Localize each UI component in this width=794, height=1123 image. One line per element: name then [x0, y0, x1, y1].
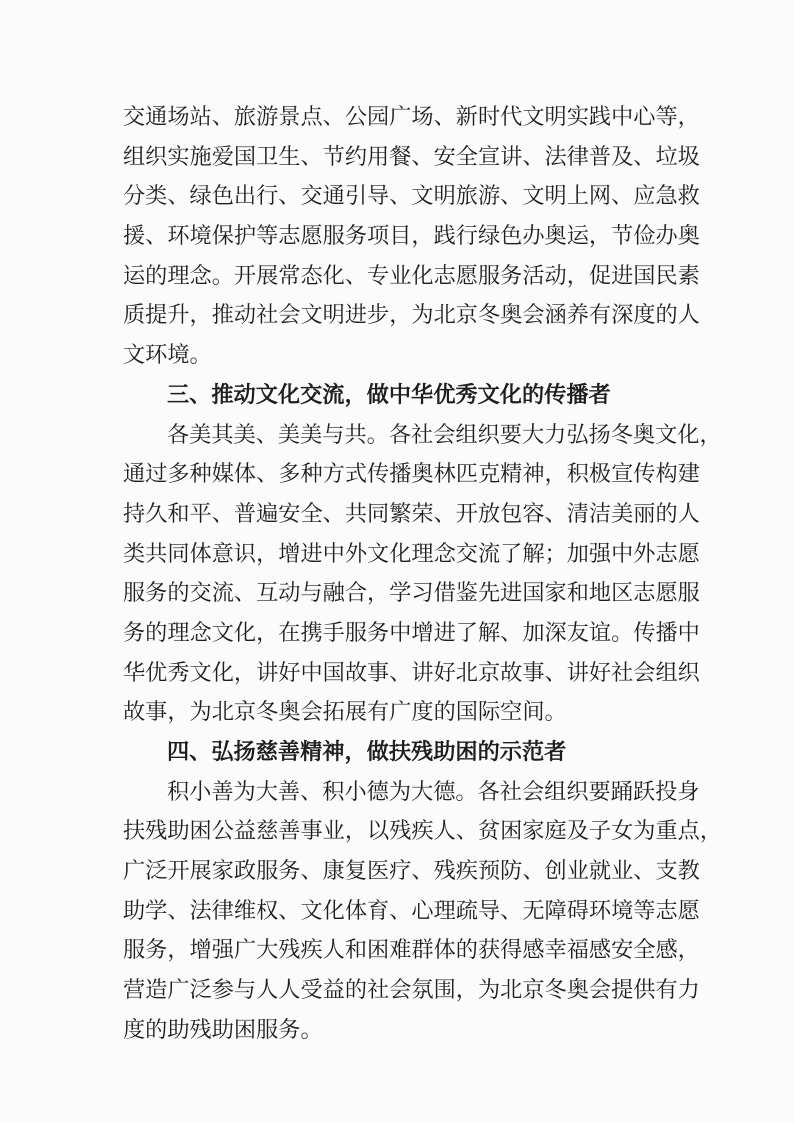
text-line: 务的理念文化，在携手服务中增进了解、加深友谊。传播中 — [123, 619, 700, 646]
section-heading-3: 三、推动文化交流，做中华优秀文化的传播者 — [167, 381, 611, 408]
text-line: 文环境。 — [123, 342, 212, 369]
text-line: 营造广泛参与人人受益的社会氛围，为北京冬奥会提供有力 — [123, 977, 700, 1004]
paragraph-culture — [123, 416, 722, 734]
text-line: 助学、法律维权、文化体育、心理疏导、无障碍环境等志愿 — [123, 897, 700, 924]
text-line: 华优秀文化，讲好中国故事、讲好北京故事、讲好社会组织 — [123, 659, 700, 686]
text-line: 度的助残助困服务。 — [123, 1016, 323, 1043]
text-line: 组织实施爱国卫生、节约用餐、安全宣讲、法律普及、垃圾 — [123, 143, 700, 170]
text-line: 积小善为大善、积小德为大德。各社会组织要踊跃投身 — [167, 778, 700, 805]
text-line: 服务，增强广大残疾人和困难群体的获得感幸福感安全感， — [123, 937, 700, 964]
text-line: 交通场站、旅游景点、公园广场、新时代文明实践中心等， — [123, 104, 700, 130]
text-line: 通过多种媒体、多种方式传播奥林匹克精神，积极宣传构建 — [123, 461, 700, 488]
text-line: 广泛开展家政服务、康复医疗、残疾预防、创业就业、支教 — [123, 858, 700, 885]
text-line: 持久和平、普遍安全、共同繁荣、开放包容、清洁美丽的人 — [123, 500, 700, 527]
text-line: 运的理念。开展常态化、专业化志愿服务活动，促进国民素 — [123, 262, 700, 289]
paragraph-environment — [123, 98, 700, 376]
paragraph-charity — [123, 773, 723, 1051]
section-heading-4: 四、弘扬慈善精神，做扶残助困的示范者 — [167, 739, 567, 765]
text-line: 类共同体意识，增进中外文化理念交流了解；加强中外志愿 — [123, 540, 700, 567]
text-line: 分类、绿色出行、交通引导、文明旅游、文明上网、应急救 — [123, 183, 700, 210]
text-line: 质提升，推动社会文明进步，为北京冬奥会涵养有深度的人 — [123, 302, 700, 329]
text-line: 各美其美、美美与共。各社会组织要大力弘扬冬奥文化， — [167, 421, 722, 448]
text-line: 援、环境保护等志愿服务项目，践行绿色办奥运，节俭办奥 — [123, 223, 700, 250]
text-line: 扶残助困公益慈善事业，以残疾人、贫困家庭及子女为重点， — [123, 818, 723, 845]
text-line: 故事，为北京冬奥会拓展有广度的国际空间。 — [123, 699, 567, 726]
text-line: 服务的交流、互动与融合，学习借鉴先进国家和地区志愿服 — [123, 580, 700, 607]
document-body — [123, 98, 723, 1051]
